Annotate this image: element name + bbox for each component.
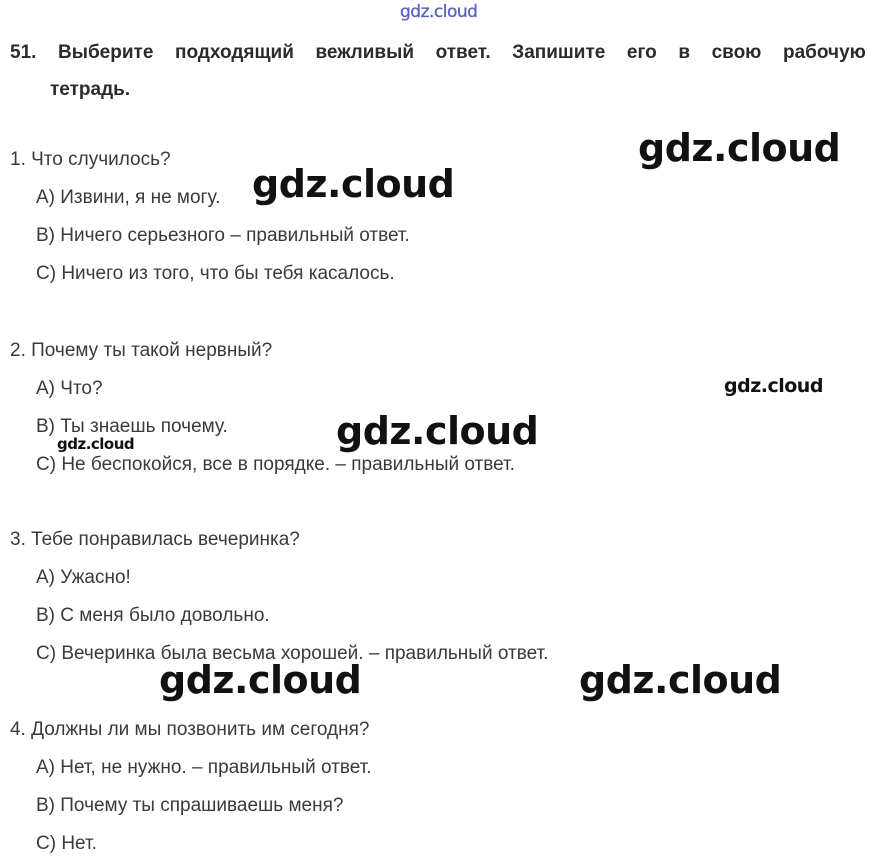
watermark-overlay: gdz.cloud [638, 126, 841, 170]
answer-option-b: B) С меня было довольно. [36, 605, 270, 626]
question-text: 2. Почему ты такой нервный? [10, 340, 273, 361]
task-word: его [626, 42, 657, 63]
task-word: Запишите [512, 42, 606, 63]
task-word: Выберите [58, 42, 154, 63]
watermark-top: gdz.cloud [400, 2, 478, 22]
question-2 [10, 332, 515, 484]
question-3 [10, 521, 548, 673]
task-word: свою [711, 42, 762, 63]
answer-option-a: A) Нет, не нужно. – правильный ответ. [36, 757, 372, 778]
task-word: вежливый [315, 42, 415, 63]
task-number: 51. [10, 42, 37, 63]
answer-option-c: C) Нет. [36, 833, 97, 854]
watermark-overlay: gdz.cloud [579, 658, 782, 702]
watermark-overlay: gdz.cloud [57, 435, 135, 453]
answer-option-a: A) Ужасно! [36, 567, 131, 588]
answer-option-b: B) Почему ты спрашиваешь меня? [36, 795, 344, 816]
question-text: 4. Должны ли мы позвонить им сегодня? [10, 719, 370, 740]
question-4 [10, 711, 372, 863]
question-text: 3. Тебе понравилась вечеринка? [10, 529, 300, 550]
task-word: ответ. [435, 42, 491, 63]
answer-option-b: B) Ничего серьезного – правильный ответ. [36, 225, 410, 246]
watermark-overlay: gdz.cloud [724, 375, 823, 397]
task-header-line1 [10, 34, 866, 71]
answer-option-a: A) Что? [36, 378, 103, 399]
answer-option-a: A) Извини, я не могу. [36, 187, 221, 208]
task-header [10, 34, 870, 108]
answer-option-c: C) Ничего из того, что бы тебя касалось. [36, 263, 395, 284]
answer-option-c: C) Вечеринка была весьма хорошей. – правильный ответ. [36, 643, 549, 664]
watermark-overlay: gdz.cloud [159, 658, 362, 702]
watermark-overlay: gdz.cloud [336, 409, 539, 453]
task-word: рабочую [783, 42, 866, 63]
answer-option-b: B) Ты знаешь почему. [36, 416, 228, 437]
task-word: подходящий [175, 42, 294, 63]
task-header-line2: тетрадь. [50, 79, 131, 100]
watermark-overlay: gdz.cloud [252, 162, 455, 206]
task-word: в [678, 42, 690, 63]
question-text: 1. Что случилось? [10, 149, 171, 170]
answer-option-c: C) Не беспокойся, все в порядке. – правильный ответ. [36, 454, 515, 475]
